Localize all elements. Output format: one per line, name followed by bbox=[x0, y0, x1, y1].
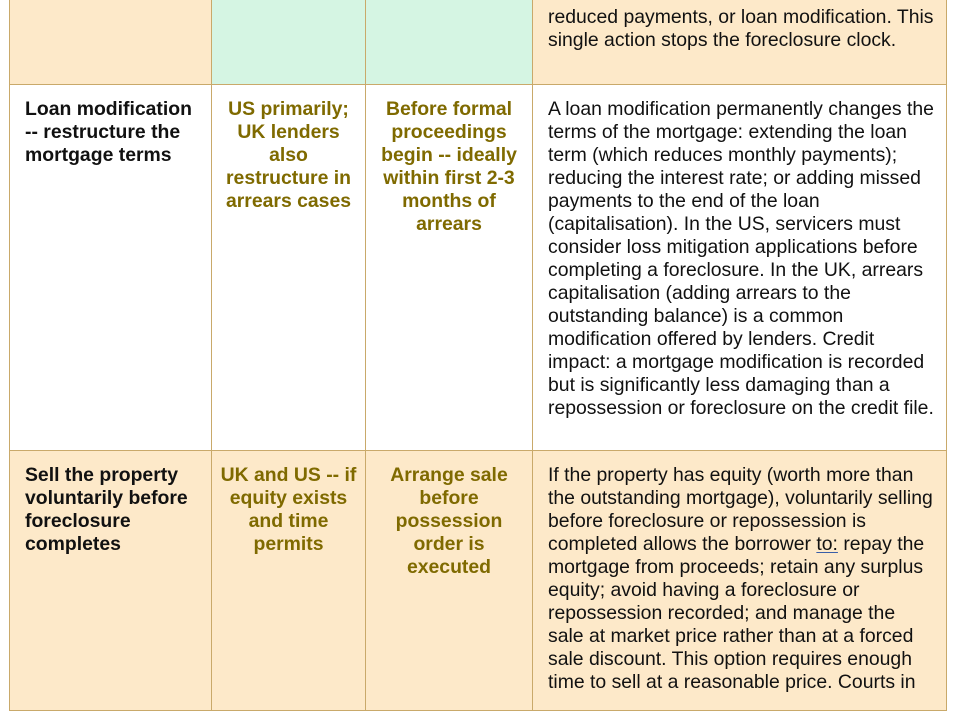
row-timing-cell: Arrange sale before possession order is executed bbox=[366, 451, 533, 711]
table-row bbox=[10, 85, 947, 451]
row-topic-cell: Sell the property voluntarily before foreclosure completes bbox=[10, 451, 212, 711]
description-text: repay the mortgage from proceeds; retain any surplus equity; avoid having a foreclosure or repossession recorded; and manage the sale at market price rather than at a forced sale discount. This option requires enough time to sell at a reasonable price. Courts in bbox=[548, 533, 925, 693]
description-text: If the property has equity (worth more than the outstanding mortgage), voluntarily selling before foreclosure or repossession is completed allows the borrower bbox=[548, 464, 933, 555]
row-topic-cell bbox=[10, 0, 212, 85]
options-table bbox=[9, 0, 947, 711]
table-row bbox=[10, 0, 947, 85]
underlined-word: to: bbox=[816, 533, 838, 555]
row-description-cell: reduced payments, or loan modification. This single action stops the foreclosure clock. bbox=[533, 0, 947, 85]
row-scope-cell: US primarily; UK lenders also restructure in arrears cases bbox=[212, 85, 366, 451]
row-timing-cell: Before formal proceedings begin -- ideally within first 2-3 months of arrears bbox=[366, 85, 533, 451]
row-scope-cell bbox=[212, 0, 366, 85]
row-topic-cell: Loan modification -- restructure the mortgage terms bbox=[10, 85, 212, 451]
row-description-cell bbox=[533, 451, 947, 711]
row-scope-cell: UK and US -- if equity exists and time permits bbox=[212, 451, 366, 711]
row-timing-cell bbox=[366, 0, 533, 85]
row-description-cell: A loan modification permanently changes the terms of the mortgage: extending the loan term (which reduces monthly payments); reducing the interest rate; or adding missed payments to the end of the loan (capitalisation). In the US, servicers must consider loss mitigation applications before completing a foreclosure. In the UK, arrears capitalisation (adding arrears to the outstanding balance) is a common modification offered by lenders. Credit impact: a mortgage modification is recorded but is significantly less damaging than a repossession or foreclosure on the credit file. bbox=[533, 85, 947, 451]
table-row bbox=[10, 451, 947, 711]
